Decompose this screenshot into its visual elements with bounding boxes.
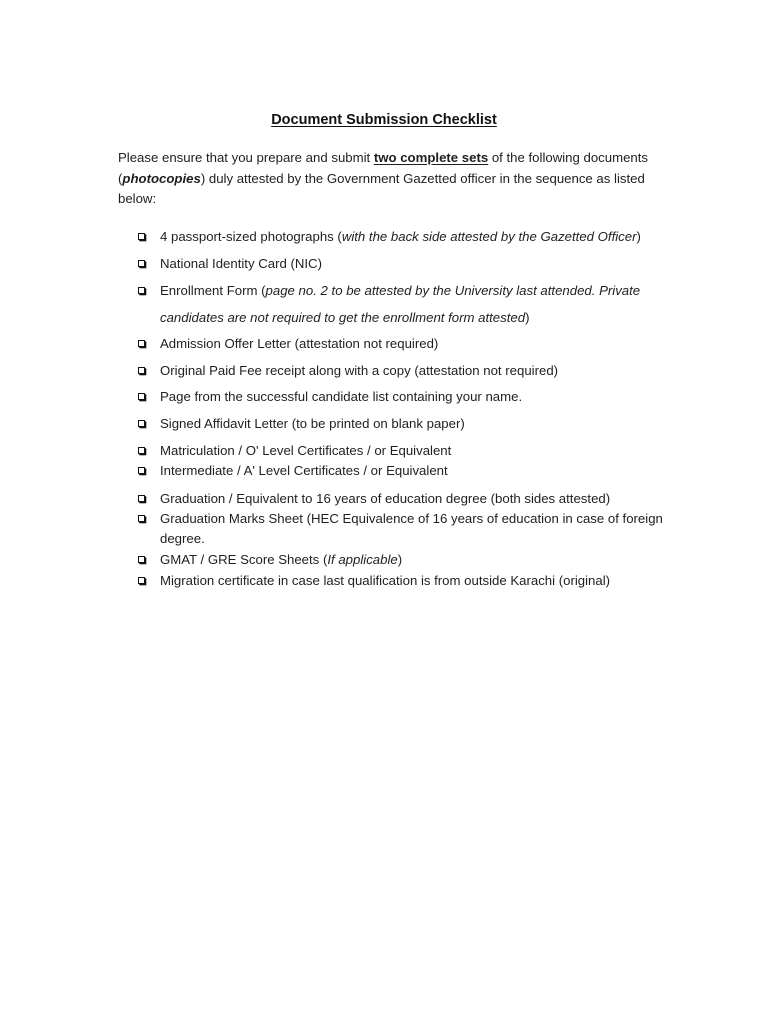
- checkbox-icon: [138, 577, 145, 584]
- checklist-item-text: Intermediate / A' Level Certificates / or Equivalent: [160, 463, 448, 478]
- checklist-item-text: [160, 283, 658, 298]
- checkbox-icon: [138, 467, 145, 474]
- checkbox-icon: [138, 340, 145, 347]
- checklist-item-text: Original Paid Fee receipt along with a copy (attestation not required): [160, 363, 559, 378]
- checkbox-icon: [138, 420, 145, 427]
- checklist-item-text: Admission Offer Letter (attestation not required): [160, 336, 439, 351]
- checklist-item-text: Graduation Marks Sheet (HEC Equivalence of 16 years of education in case of foreign: [160, 511, 663, 526]
- checklist-item-text: Migration certificate in case last qualification is from outside Karachi (original): [160, 573, 611, 588]
- checklist-item-text: [160, 229, 658, 244]
- item-text-after: ): [525, 310, 530, 325]
- checklist-item-text-line2: degree.: [160, 531, 205, 546]
- intro-photocopies: photocopies: [122, 170, 201, 186]
- checklist-item-text: National Identity Card (NIC): [160, 256, 322, 271]
- intro-text-part1: Please ensure that you prepare and submit: [118, 150, 374, 165]
- item-text-main: 4 passport-sized photographs (: [160, 229, 342, 244]
- intro-text-part2: of the following documents (: [118, 150, 648, 186]
- checkbox-icon: [138, 287, 145, 294]
- checkbox-icon: [138, 260, 145, 267]
- checkbox-icon: [138, 515, 145, 522]
- item-text-italic: with the back side attested by the Gazetted Officer: [341, 229, 637, 244]
- checkbox-icon: [138, 447, 145, 454]
- page-title: Document Submission Checklist: [271, 112, 497, 128]
- checkbox-icon: [138, 233, 145, 240]
- intro-emphasis: two complete sets: [373, 150, 489, 165]
- checkbox-icon: [138, 495, 145, 502]
- checklist-item-text: Graduation / Equivalent to 16 years of education degree (both sides attested): [160, 491, 611, 506]
- checklist-item-text: Signed Affidavit Letter (to be printed on blank paper): [160, 416, 465, 431]
- item-text-italic-2: candidates are not required to get the enrollment form attested: [160, 310, 526, 325]
- checklist-item-text-line2: [160, 310, 658, 325]
- item-text-main: Enrollment Form (: [160, 283, 266, 298]
- checklist-item-text: [160, 552, 658, 567]
- item-text-after: ): [397, 552, 403, 567]
- intro-text-part3: ) duly attested by the Government Gazetted officer in the sequence as listed below:: [118, 170, 645, 206]
- item-text-italic: If applicable: [327, 552, 398, 567]
- item-text-main: GMAT / GRE Score Sheets (: [160, 552, 328, 567]
- checklist-item-text: Page from the successful candidate list containing your name.: [160, 389, 523, 404]
- checkbox-icon: [138, 556, 145, 563]
- checkbox-icon: [138, 367, 145, 374]
- checkbox-icon: [138, 393, 145, 400]
- item-text-after: ): [636, 229, 641, 244]
- item-text-italic: page no. 2 to be attested by the University last attended. Private: [265, 283, 641, 298]
- checklist-item-text: Matriculation / O' Level Certificates / or Equivalent: [160, 443, 452, 458]
